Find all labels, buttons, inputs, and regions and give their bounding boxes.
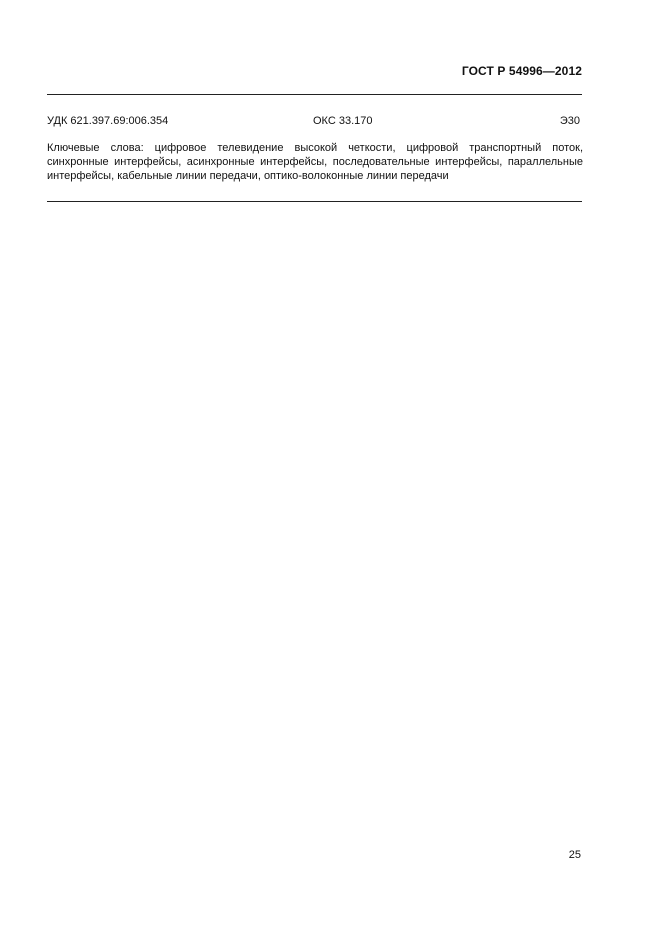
standard-number-header: ГОСТ Р 54996—2012	[461, 64, 582, 78]
bottom-divider	[47, 201, 582, 202]
top-divider	[47, 94, 582, 95]
udk-code: УДК 621.397.69:006.354	[47, 115, 169, 127]
keywords-paragraph: Ключевые слова: цифровое телевидение высокой четкости, цифровой транспортный поток, синхронные интерфейсы, асинхронные интерфейсы, последовательные интерфейсы, параллельные интерфейсы, кабельные линии передачи, оптико-волоконные линии передачи	[47, 142, 583, 183]
oks-code: ОКС 33.170	[313, 115, 373, 127]
classification-row	[47, 115, 580, 129]
group-code: Э30	[559, 115, 580, 127]
page-number: 25	[568, 849, 581, 861]
